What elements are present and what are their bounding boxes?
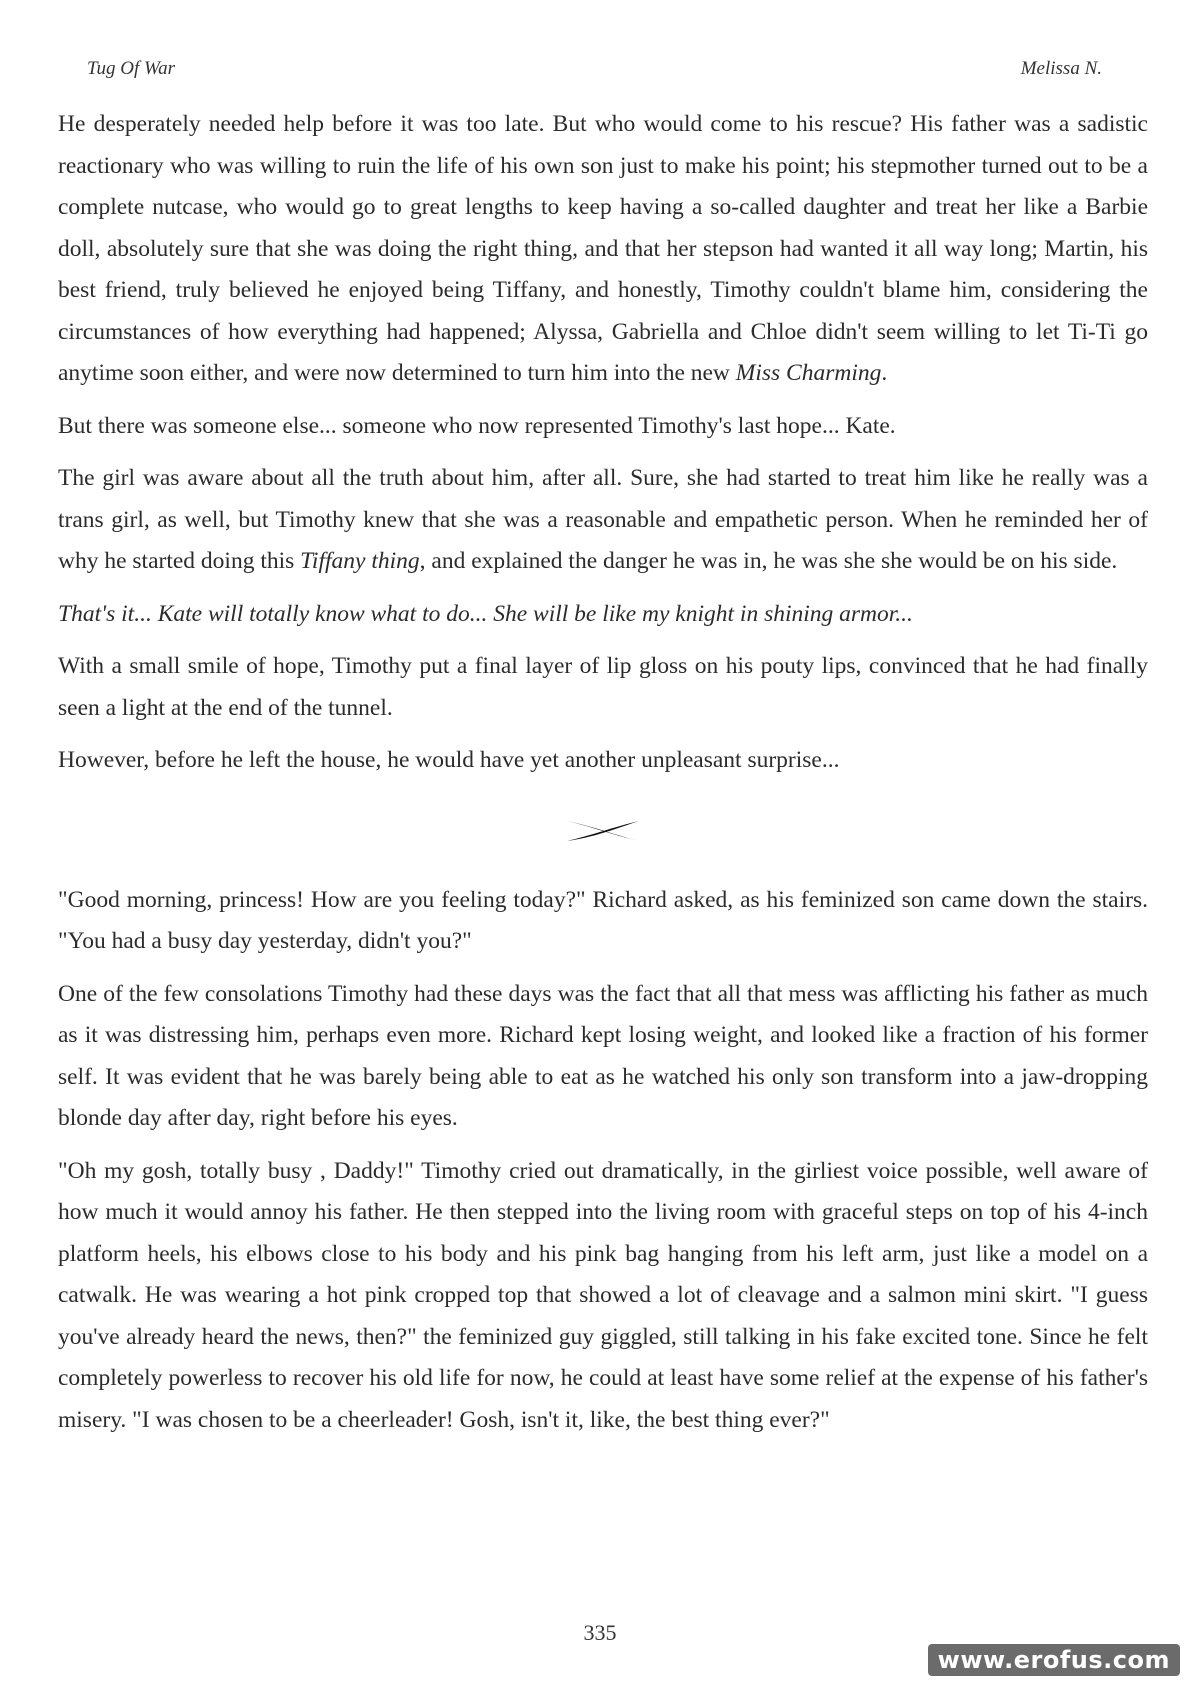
author-name: Melissa N. [1020,58,1102,79]
page-number: 335 [583,1620,617,1645]
page-body [58,104,1148,1452]
paragraph-1 [58,104,1148,395]
book-title: Tug Of War [87,58,175,79]
paragraph-1-end: . [881,360,888,386]
paragraph-7: "Good morning, princess! How are you feeling today?" Richard asked, as his feminized son came down the stairs. "You had a busy day yesterday, didn't you?" [58,886,1148,954]
scene-break-ornament [58,793,1148,869]
paragraph-3-end: , and explained the danger he was in, he was she she would be on his side. [419,548,1118,574]
paragraph-4-thought: That's it... Kate will totally know what to do... She will be like my knight in shining armor... [58,600,913,627]
paragraph-1-text: He desperately needed help before it was too late. But who would come to his rescue? His father was a sadistic reactionary who was willing to ruin the life of his own son just to make his point; his stepmother turned out to be a complete nutcase, who would go to great lengths to keep having a so-called daughter and treat her like a Barbie doll, absolutely sure that she was doing the right thing, and that her stepson had wanted it all way long; Martin, his best friend, truly believed he enjoyed being Tiffany, and honestly, Timothy couldn't blame him, considering the circumstances of how everything had happened; Alyssa, Gabriella and Chloe didn't seem willing to let Ti-Ti go anytime soon either, and were now determined to turn him into the new [58,111,1148,386]
paragraph-5: With a small smile of hope, Timothy put a final layer of lip gloss on his pouty lips, convinced that he had finally seen a light at the end of the tunnel. [58,653,1148,721]
ornament-icon [563,817,643,845]
paragraph-6: However, before he left the house, he would have yet another unpleasant surprise... [58,747,840,773]
paragraph-2: But there was someone else... someone who now represented Timothy's last hope... Kate. [58,412,896,439]
site-watermark: www.erofus.com [928,1644,1180,1676]
paragraph-3-emphasis: Tiffany thing [300,548,420,574]
paragraph-9: "Oh my gosh, totally busy , Daddy!" Timothy cried out dramatically, in the girliest voice possible, well aware of how much it would annoy his father. He then stepped into the living room with graceful steps on top of his 4-inch platform heels, his elbows close to his body and his pink bag hanging from his left arm, just like a model on a catwalk. He was wearing a hot pink cropped top that showed a lot of cleavage and a salmon mini skirt. "I guess you've already heard the news, then?" the feminized guy giggled, still talking in his fake excited tone. Since he felt completely powerless to recover his old life for now, he could at least have some relief at the expense of his father's misery. "I was chosen to be a cheerleader! Gosh, isn't it, like, the best thing ever?" [58,1157,1148,1433]
paragraph-3 [58,458,1148,583]
paragraph-1-emphasis: Miss Charming [735,360,882,386]
page-header [87,58,1102,88]
paragraph-8: One of the few consolations Timothy had these days was the fact that all that mess was afflicting his father as much as it was distressing him, perhaps even more. Richard kept losing weight, and looked like a fraction of his former self. It was evident that he was barely being able to eat as he watched his only son transform into a jaw-dropping blonde day after day, right before his eyes. [58,980,1148,1131]
paragraph-3-text: The girl was aware about all the truth about him, after all. Sure, she had started to treat him like he really was a trans girl, as well, but Timothy knew that she was a reasonable and empathetic person. When he reminded her of why he started doing this [58,465,1148,574]
